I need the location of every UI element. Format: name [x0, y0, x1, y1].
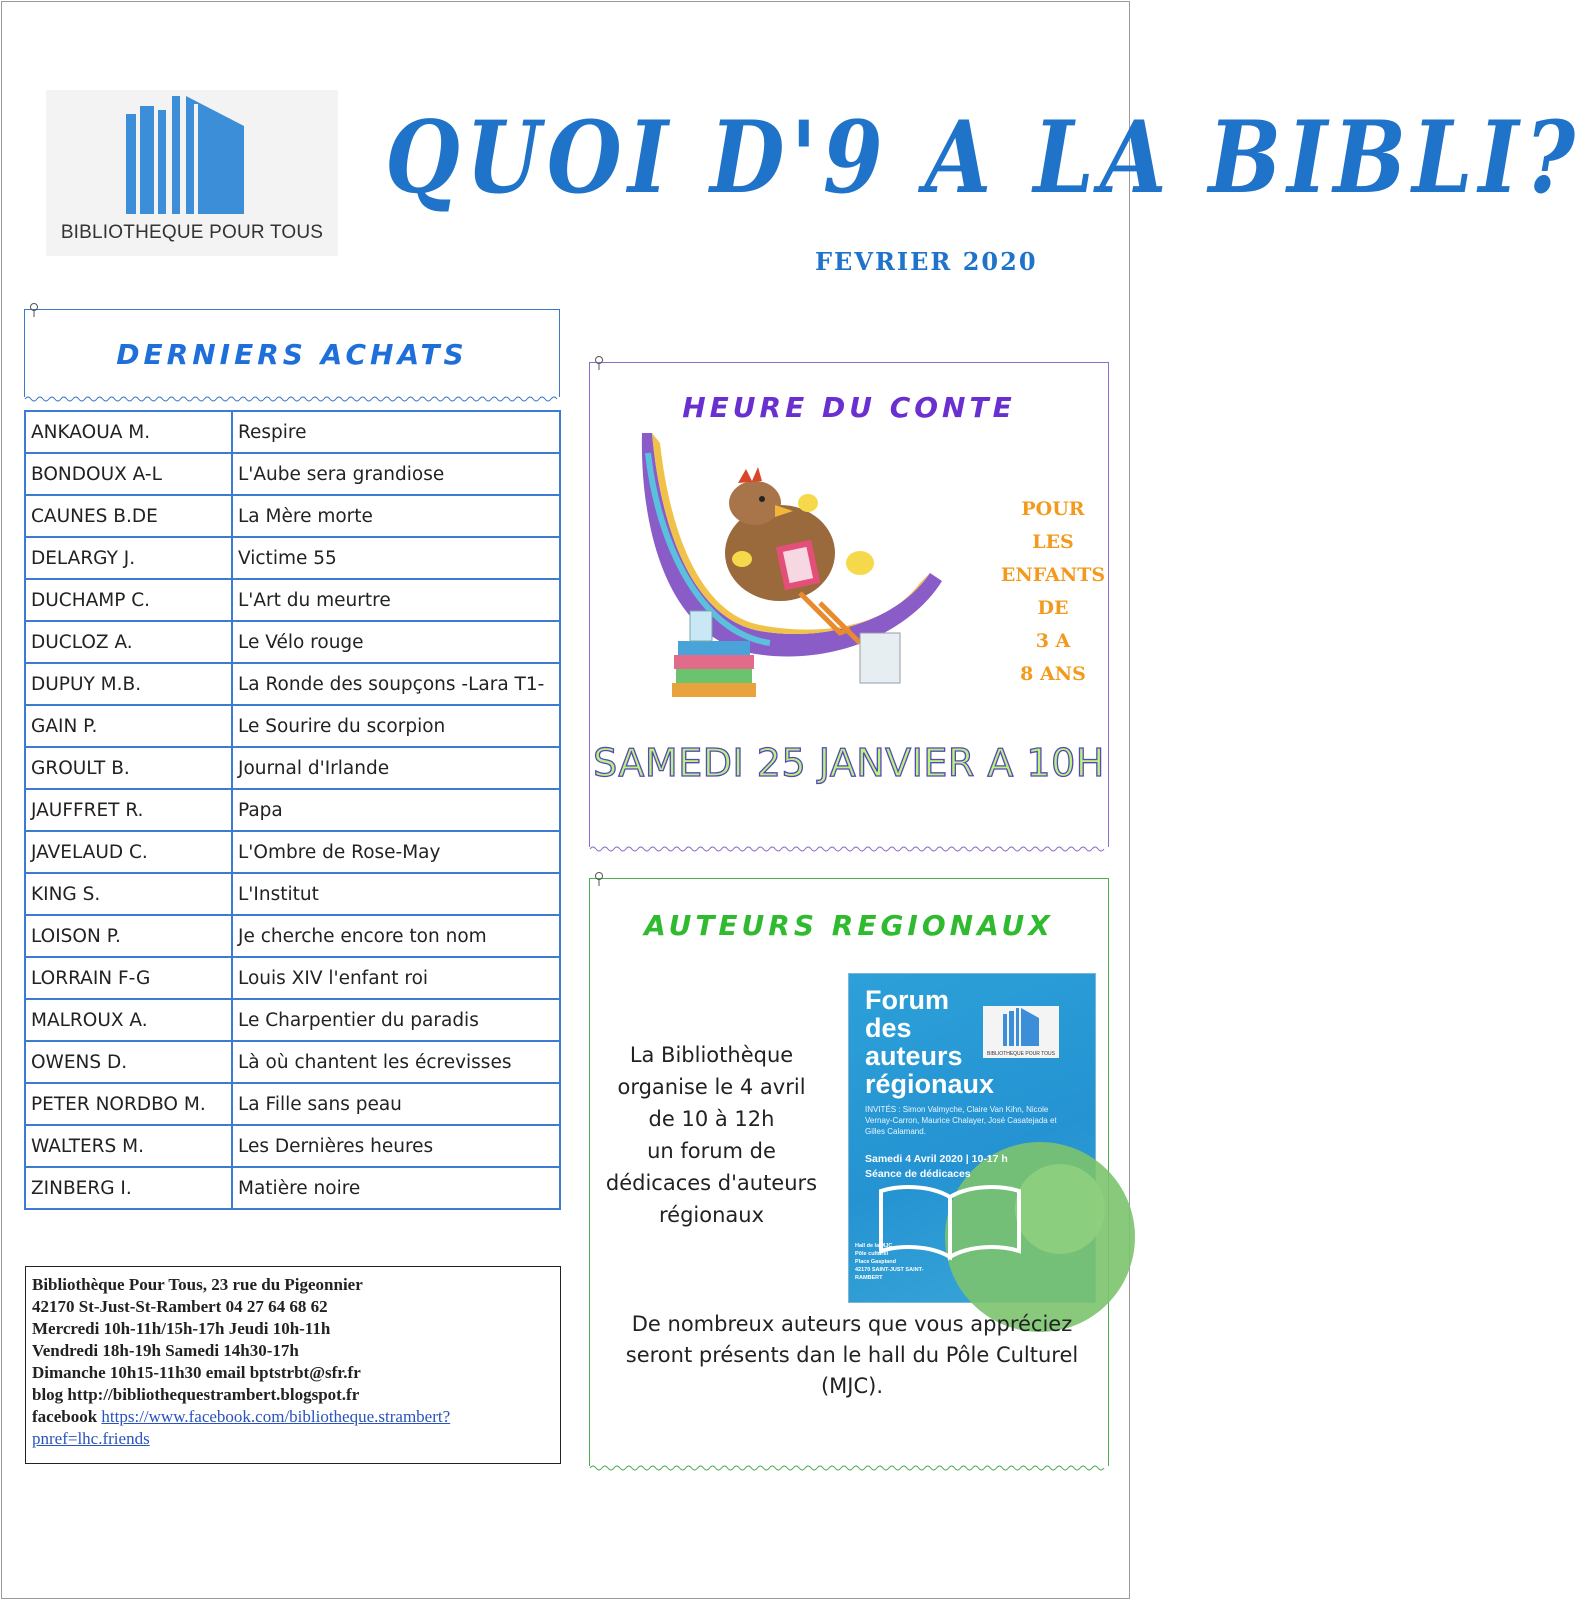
pin-icon — [594, 872, 604, 886]
poster-address-line: Pôle culturel — [855, 1251, 889, 1257]
book-title: Louis XIV l'enfant roi — [232, 957, 560, 999]
logo-text: BIBLIOTHEQUE POUR TOUS — [60, 222, 324, 243]
poster-date-line: Samedi 4 Avril 2020 | 10-17 h — [865, 1153, 1008, 1165]
book-title: Là où chantent les écrevisses — [232, 1041, 560, 1083]
book-author: GROULT B. — [25, 747, 232, 789]
wavy-border — [590, 845, 1108, 853]
poster-logo-text: BIBLIOTHEQUE POUR TOUS — [987, 1051, 1055, 1057]
book-title: L'Ombre de Rose-May — [232, 831, 560, 873]
auteurs-heading: AUTEURS REGIONAUX — [644, 909, 1054, 942]
achats-heading: DERNIERS ACHATS — [116, 338, 468, 371]
table-row — [25, 1125, 560, 1167]
book-author: KING S. — [25, 873, 232, 915]
book-title: Victime 55 — [232, 537, 560, 579]
book-author: JAUFFRET R. — [25, 789, 232, 831]
table-row — [25, 999, 560, 1041]
book-author: LOISON P. — [25, 915, 232, 957]
kids-age-info — [998, 493, 1108, 691]
book-title: L'Institut — [232, 873, 560, 915]
contact-city-phone: 42170 St-Just-St-Rambert 04 27 64 68 62 — [32, 1297, 328, 1316]
book-author: CAUNES B.DE — [25, 495, 232, 537]
book-author: GAIN P. — [25, 705, 232, 747]
book-title: Le Charpentier du paradis — [232, 999, 560, 1041]
kids-line: 8 ANS — [1020, 663, 1086, 685]
poster-address-line: 42170 SAINT-JUST SAINT-RAMBERT — [855, 1267, 924, 1281]
contact-blog: blog http://bibliothequestrambert.blogspot.fr — [32, 1385, 360, 1404]
book-author: DELARGY J. — [25, 537, 232, 579]
book-title: Le Vélo rouge — [232, 621, 560, 663]
contact-box — [25, 1266, 561, 1464]
conte-date: SAMEDI 25 JANVIER A 10H — [593, 741, 1105, 785]
table-row — [25, 747, 560, 789]
forum-poster — [848, 973, 1096, 1303]
forum-line: La Bibliothèque — [629, 1043, 794, 1067]
poster-title — [865, 986, 994, 1098]
book-author: OWENS D. — [25, 1041, 232, 1083]
library-logo — [46, 90, 338, 256]
book-title: La Ronde des soupçons -Lara T1- — [232, 663, 560, 705]
building-logo-icon — [1001, 1008, 1041, 1046]
book-author: ZINBERG I. — [25, 1167, 232, 1209]
auteurs-box — [589, 878, 1109, 1466]
book-title: L'Aube sera grandiose — [232, 453, 560, 495]
kids-line: ENFANTS — [1000, 564, 1106, 586]
book-author: MALROUX A. — [25, 999, 232, 1041]
book-title: La Fille sans peau — [232, 1083, 560, 1125]
pin-icon — [594, 356, 604, 370]
table-row — [25, 789, 560, 831]
book-title: Matière noire — [232, 1167, 560, 1209]
conte-heading: HEURE DU CONTE — [682, 391, 1016, 424]
poster-title-line: auteurs — [865, 1041, 963, 1071]
forum-line: de 10 à 12h — [648, 1107, 775, 1131]
book-title: La Mère morte — [232, 495, 560, 537]
table-row — [25, 1167, 560, 1209]
forum-line: régionaux — [658, 1203, 765, 1227]
book-author: DUCLOZ A. — [25, 621, 232, 663]
poster-address-line: Hall de la MJC — [855, 1243, 893, 1249]
table-row — [25, 537, 560, 579]
book-author: ANKAOUA M. — [25, 411, 232, 453]
book-author: PETER NORDBO M. — [25, 1083, 232, 1125]
book-title: Le Sourire du scorpion — [232, 705, 560, 747]
table-row — [25, 411, 560, 453]
books-table — [24, 410, 561, 1210]
auteurs-description: De nombreux auteurs que vous appréciez seront présents dan le hall du Pôle Culturel (MJC). — [625, 1312, 1079, 1398]
achats-header-box — [24, 309, 560, 397]
contact-facebook — [32, 1406, 554, 1450]
forum-announcement — [604, 1039, 819, 1231]
table-row — [25, 831, 560, 873]
book-title: Je cherche encore ton nom — [232, 915, 560, 957]
forum-line: dédicaces d'auteurs — [605, 1171, 818, 1195]
table-row — [25, 663, 560, 705]
contact-address: Bibliothèque Pour Tous, 23 rue du Pigeonnier — [32, 1275, 363, 1294]
contact-hours-1: Mercredi 10h-11h/15h-17h Jeudi 10h-11h — [32, 1319, 331, 1338]
kids-line: 3 A — [1035, 630, 1071, 652]
poster-date — [865, 1152, 1008, 1182]
poster-title-line: Forum — [865, 985, 949, 1015]
wavy-border — [590, 1464, 1108, 1472]
poster-address — [855, 1242, 945, 1282]
poster-title-line: régionaux — [865, 1069, 995, 1099]
kids-line: LES — [1032, 531, 1074, 553]
poster-decoration — [1015, 1164, 1105, 1254]
table-row — [25, 957, 560, 999]
forum-line: organise le 4 avril — [617, 1075, 806, 1099]
pin-icon — [29, 303, 39, 317]
facebook-label: facebook — [32, 1407, 98, 1426]
book-title: L'Art du meurtre — [232, 579, 560, 621]
kids-line: DE — [1037, 597, 1069, 619]
kids-line: POUR — [1021, 498, 1085, 520]
page-title: QUOI D'9 A LA BIBLI? — [385, 100, 1581, 217]
poster-logo — [983, 1006, 1059, 1058]
wavy-border — [25, 395, 559, 403]
table-row — [25, 579, 560, 621]
book-author: BONDOUX A-L — [25, 453, 232, 495]
poster-address-line: Place Gaspiand — [855, 1259, 896, 1265]
book-title: Les Dernières heures — [232, 1125, 560, 1167]
hen-reading-illustration — [630, 433, 950, 723]
forum-line: un forum de — [647, 1139, 776, 1163]
book-title: Respire — [232, 411, 560, 453]
book-author: WALTERS M. — [25, 1125, 232, 1167]
table-row — [25, 621, 560, 663]
facebook-link[interactable]: https://www.facebook.com/bibliotheque.strambert?pnref=lhc.friends — [32, 1407, 451, 1448]
contact-hours-email: Dimanche 10h15-11h30 email bptstrbt@sfr.fr — [32, 1363, 361, 1382]
contact-hours-2: Vendredi 18h-19h Samedi 14h30-17h — [32, 1341, 299, 1360]
table-row — [25, 873, 560, 915]
table-row — [25, 1041, 560, 1083]
table-row — [25, 495, 560, 537]
building-logo-icon — [124, 96, 260, 216]
table-row — [25, 915, 560, 957]
book-author: DUPUY M.B. — [25, 663, 232, 705]
conte-box — [589, 362, 1109, 847]
book-author: DUCHAMP C. — [25, 579, 232, 621]
book-title: Papa — [232, 789, 560, 831]
poster-dedicaces: Séance de dédicaces — [865, 1168, 971, 1180]
month-subtitle: FEVRIER 2020 — [815, 247, 1038, 276]
poster-invites: INVITÉS : Simon Valmyche, Claire Van Kihn, Nicole Vernay-Carron, Maurice Chalayer, José Casatejada et Gilles Calamand. — [865, 1105, 1057, 1136]
table-row — [25, 1083, 560, 1125]
book-author: JAVELAUD C. — [25, 831, 232, 873]
book-author: LORRAIN F-G — [25, 957, 232, 999]
table-row — [25, 705, 560, 747]
book-title: Journal d'Irlande — [232, 747, 560, 789]
poster-title-line: des — [865, 1013, 912, 1043]
table-row — [25, 453, 560, 495]
